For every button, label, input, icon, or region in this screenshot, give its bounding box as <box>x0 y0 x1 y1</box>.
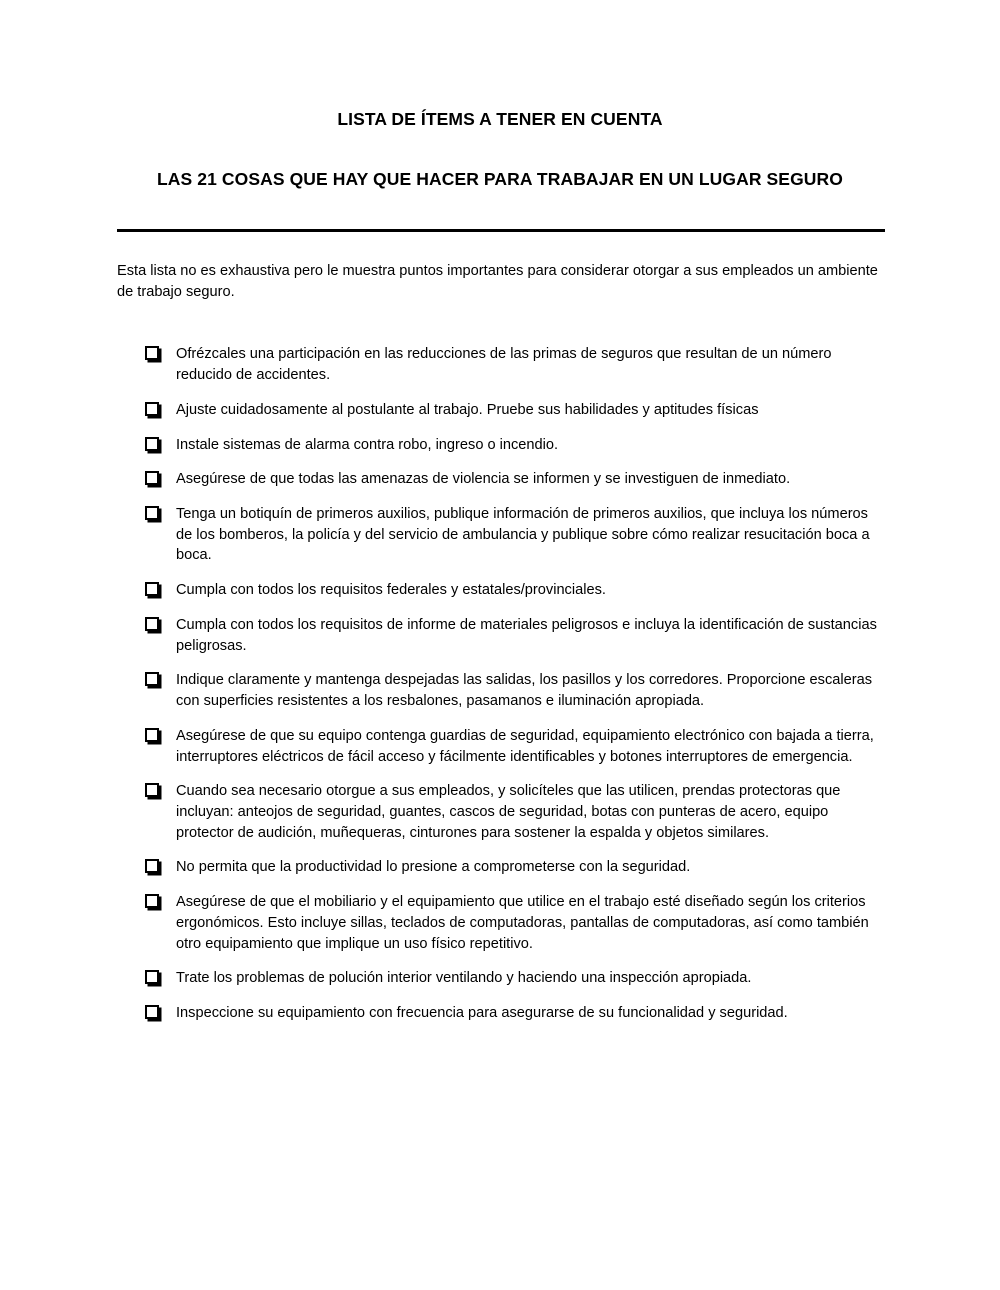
checklist-item-label: Asegúrese de que el mobiliario y el equipamiento que utilice en el trabajo esté diseñado según los criterios ergonómicos. Esto incluye sillas, teclados de computadoras, pantallas de computadoras, así como también otro equipamiento que implique un uso físico repetitivo. <box>176 894 869 952</box>
checklist-item-label: No permita que la productividad lo presione a comprometerse con la seguridad. <box>176 859 691 876</box>
checklist-item-label: Ofrézcales una participación en las reducciones de las primas de seguros que resultan de un número reducido de accidentes. <box>176 346 832 384</box>
checklist-item[interactable] <box>117 469 885 490</box>
checkbox-icon[interactable] <box>145 783 159 797</box>
checklist-item[interactable] <box>117 344 885 385</box>
checkbox-icon[interactable] <box>145 471 159 485</box>
checkbox-icon[interactable] <box>145 402 159 416</box>
checklist-item[interactable] <box>117 968 885 989</box>
checklist-item-label: Asegúrese de que todas las amenazas de violencia se informen y se investiguen de inmediato. <box>176 471 791 488</box>
checkbox-icon[interactable] <box>145 582 159 596</box>
checkbox-icon[interactable] <box>145 1005 159 1019</box>
page-title: LISTA DE ÍTEMS A TENER EN CUENTA <box>337 109 663 129</box>
checklist-item[interactable] <box>117 857 885 878</box>
intro-paragraph: Esta lista no es exhaustiva pero le muestra puntos importantes para considerar otorgar a sus empleados un ambiente de trabajo seguro. <box>117 263 878 300</box>
checklist-item-label: Indique claramente y mantenga despejadas las salidas, los pasillos y los corredores. Proporcione escaleras con superficies resistentes a los resbalones, pasamanos e iluminación apropiada. <box>176 672 873 710</box>
checklist-item[interactable] <box>117 435 885 456</box>
checkbox-icon[interactable] <box>145 894 159 908</box>
checklist-item-label: Asegúrese de que su equipo contenga guardias de seguridad, equipamiento electrónico con bajada a tierra, interruptores eléctricos de fácil acceso y fácilmente identificables y botones interruptores de emergencia. <box>176 727 874 765</box>
checklist-item-label: Cuando sea necesario otorgue a sus empleados, y solicíteles que las utilicen, prendas protectoras que incluyan: anteojos de seguridad, guantes, cascos de seguridad, botas con punteras de acero, equipo protector de audición, muñequeras, cinturones para sostener la espalda y objetos similares. <box>176 783 841 841</box>
checklist-item-label: Cumpla con todos los requisitos federales y estatales/provinciales. <box>176 582 606 599</box>
checklist-item-label: Tenga un botiquín de primeros auxilios, publique información de primeros auxilios, que incluya los números de los bomberos, la policía y del servicio de ambulancia y publique sobre cómo realizar resucitación boca a boca. <box>176 506 870 564</box>
checklist-item-label: Cumpla con todos los requisitos de informe de materiales peligrosos e incluya la identificación de sustancias peligrosas. <box>176 616 877 654</box>
checklist-item[interactable] <box>117 400 885 421</box>
checklist-item[interactable] <box>117 892 885 954</box>
checklist-item[interactable] <box>117 1003 885 1024</box>
checkbox-icon[interactable] <box>145 970 159 984</box>
document-body <box>117 261 885 1024</box>
checkbox-icon[interactable] <box>145 728 159 742</box>
checklist-item[interactable] <box>117 670 885 711</box>
checkbox-icon[interactable] <box>145 672 159 686</box>
checkbox-icon[interactable] <box>145 617 159 631</box>
checkbox-icon[interactable] <box>145 346 159 360</box>
checklist-item[interactable] <box>117 580 885 601</box>
title-block <box>0 0 1000 192</box>
checklist-item[interactable] <box>117 726 885 767</box>
checklist-item[interactable] <box>117 504 885 566</box>
page-subtitle: LAS 21 COSAS QUE HAY QUE HACER PARA TRABAJAR EN UN LUGAR SEGURO <box>157 168 843 189</box>
checkbox-icon[interactable] <box>145 859 159 873</box>
checklist-item[interactable] <box>117 615 885 656</box>
checkbox-icon[interactable] <box>145 437 159 451</box>
checkbox-icon[interactable] <box>145 506 159 520</box>
checklist-item-label: Trate los problemas de polución interior ventilando y haciendo una inspección apropiada. <box>176 970 752 987</box>
checklist-item[interactable] <box>117 781 885 843</box>
header-divider-rule <box>117 229 885 232</box>
checklist-item-label: Ajuste cuidadosamente al postulante al trabajo. Pruebe sus habilidades y aptitudes físicas <box>176 401 759 418</box>
checklist-item-label: Inspeccione su equipamiento con frecuencia para asegurarse de su funcionalidad y seguridad. <box>176 1004 788 1021</box>
checklist-item-label: Instale sistemas de alarma contra robo, ingreso o incendio. <box>176 436 559 453</box>
checklist <box>117 344 885 1023</box>
